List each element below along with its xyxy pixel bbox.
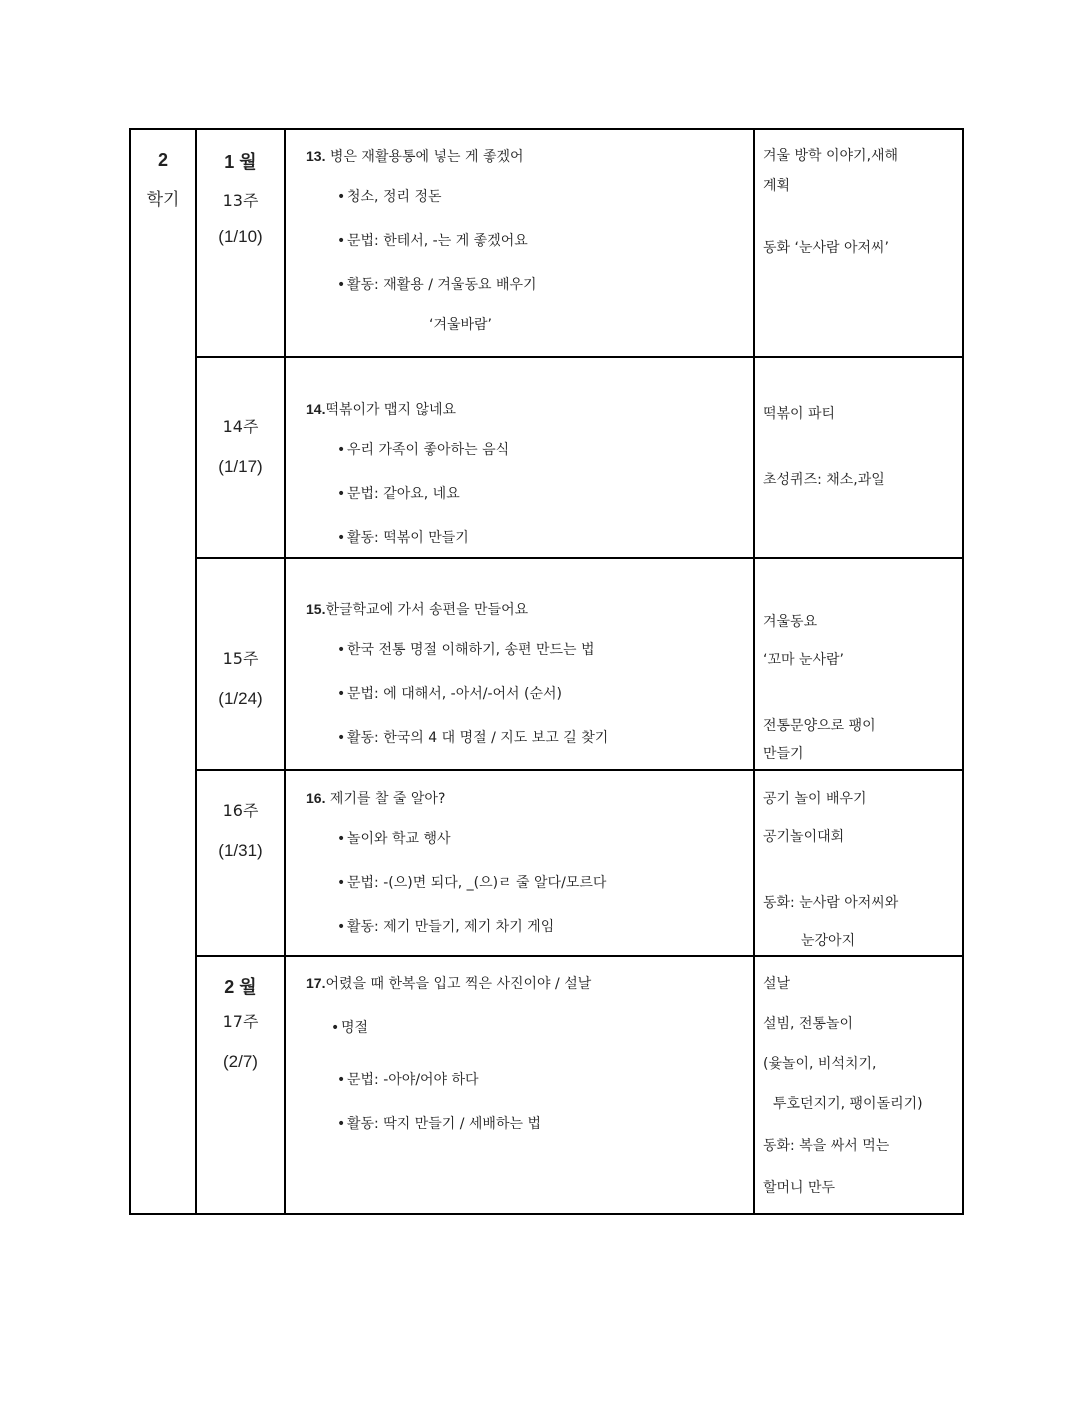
- table-row: [130, 357, 963, 558]
- extra-activities-cell: [754, 770, 963, 956]
- extra-item: 눈강아지: [801, 933, 856, 949]
- lesson-cell: [285, 357, 754, 558]
- extra-item: 할머니 만두: [763, 1180, 836, 1196]
- lesson-topic: • 놀이와 학교 행사: [337, 831, 451, 847]
- month-label: 1 월: [224, 152, 257, 172]
- lesson-cell: [285, 129, 754, 357]
- extra-item: 전통문양으로 팽이: [763, 718, 876, 734]
- week-date: (1/24): [218, 689, 263, 708]
- extra-item: 공기놀이대회: [763, 829, 845, 845]
- lesson-title: 14.떡볶이가 맵지 않네요: [306, 401, 457, 418]
- week-cell: [196, 129, 285, 357]
- week-label: 16주: [222, 801, 259, 820]
- extra-item: ‘꼬마 눈사람’: [763, 652, 844, 668]
- lesson-title: 13. 병은 재활용통에 넣는 게 좋겠어: [306, 148, 524, 165]
- extra-item: 계획: [763, 178, 791, 194]
- table-row: [130, 956, 963, 1214]
- lesson-grammar: • 문법: -(으)면 되다, _(으)ㄹ 줄 알다/모르다: [337, 875, 607, 891]
- lesson-grammar: • 문법: 같아요, 네요: [337, 486, 460, 502]
- extra-activities-cell: [754, 357, 963, 558]
- lesson-grammar: • 문법: 에 대해서, -아서/-어서 (순서): [337, 686, 562, 702]
- extra-item: 겨울동요: [763, 614, 818, 630]
- lesson-grammar: • 문법: 한테서, -는 게 좋겠어요: [337, 233, 528, 249]
- week-label: 13주: [222, 191, 259, 210]
- lesson-cell: [285, 770, 754, 956]
- extra-item: 겨울 방학 이야기,새해: [763, 148, 899, 164]
- week-date: (2/7): [223, 1052, 258, 1071]
- table-row: [130, 770, 963, 956]
- lesson-cell: [285, 558, 754, 770]
- week-label: 17주: [222, 1012, 259, 1031]
- curriculum-table: [129, 128, 964, 1215]
- week-date: (1/10): [218, 227, 263, 246]
- lesson-activity: • 활동: 제기 만들기, 제기 차기 게임: [337, 919, 555, 935]
- month-label: 2 월: [224, 977, 257, 997]
- extra-item: (윷놀이, 비석치기,: [763, 1056, 877, 1072]
- term-cell: [130, 129, 196, 1214]
- extra-activities-cell: [754, 129, 963, 357]
- extra-activities-cell: [754, 558, 963, 770]
- lesson-activity: • 활동: 떡볶이 만들기: [337, 530, 469, 546]
- lesson-topic: • 한국 전통 명절 이해하기, 송편 만드는 법: [337, 642, 595, 658]
- extra-item: 떡볶이 파티: [763, 406, 836, 422]
- lesson-cell: [285, 956, 754, 1214]
- week-label: 14주: [222, 417, 259, 436]
- lesson-topic: • 우리 가족이 좋아하는 음식: [337, 442, 510, 458]
- week-label: 15주: [222, 649, 259, 668]
- extra-activities-cell: [754, 956, 963, 1214]
- extra-item: 설날: [763, 976, 791, 992]
- lesson-topic: • 명절: [331, 1020, 369, 1036]
- extra-item: 동화 ‘눈사람 아저씨’: [763, 240, 889, 256]
- extra-item: 투호던지기, 팽이돌리기): [773, 1096, 923, 1112]
- extra-item: 동화: 복을 싸서 먹는: [763, 1138, 890, 1154]
- extra-item: 동화: 눈사람 아저씨와: [763, 895, 899, 911]
- lesson-activity-continued: ‘겨울바람’: [429, 317, 492, 333]
- lesson-topic: • 청소, 정리 정돈: [337, 189, 442, 205]
- lesson-activity: • 활동: 딱지 만들기 / 세배하는 법: [337, 1116, 541, 1132]
- term-number: 2: [157, 150, 168, 170]
- lesson-activity: • 활동: 재활용 / 겨울동요 배우기: [337, 277, 537, 293]
- week-cell: [196, 558, 285, 770]
- extra-item: 만들기: [763, 746, 804, 762]
- week-cell: [196, 956, 285, 1214]
- table-row: [130, 558, 963, 770]
- week-date: (1/17): [218, 457, 263, 476]
- table-row: [130, 129, 963, 357]
- lesson-title: 15.한글학교에 가서 송편을 만들어요: [306, 601, 529, 618]
- term-label: 학기: [146, 190, 180, 210]
- extra-item: 설빔, 전통놀이: [763, 1016, 854, 1032]
- lesson-activity: • 활동: 한국의 4 대 명절 / 지도 보고 길 찾기: [337, 730, 609, 746]
- lesson-title: 16. 제기를 찰 줄 알아?: [306, 790, 446, 807]
- lesson-grammar: • 문법: -아야/어야 하다: [337, 1072, 479, 1088]
- week-date: (1/31): [218, 841, 263, 860]
- week-cell: [196, 357, 285, 558]
- week-cell: [196, 770, 285, 956]
- extra-item: 공기 놀이 배우기: [763, 791, 867, 807]
- extra-item: 초성퀴즈: 채소,과일: [763, 472, 885, 488]
- lesson-title: 17.어렸을 때 한복을 입고 찍은 사진이야 / 설날: [306, 975, 592, 992]
